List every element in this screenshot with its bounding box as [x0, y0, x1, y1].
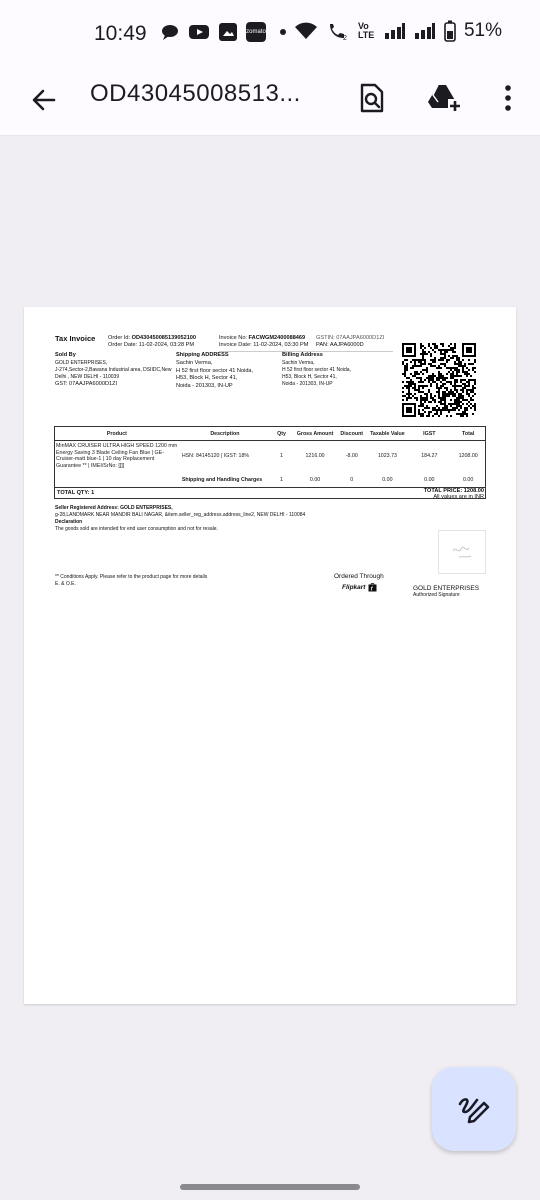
item-product: MinMAX CRUISER ULTRA HIGH SPEED 1200 mm Energy Saving 3 Blade Ceiling Fan Blue | GE-Cruiser-matt blue-1 | 10 day Replacement Guarantee ** | IMEI/SrNo: [[]] [56, 443, 178, 469]
col-discount: Discount [337, 427, 366, 441]
notification-icons [160, 22, 286, 42]
seller-registered [55, 505, 305, 533]
order-date: Order Date: 11-02-2024, 03:28 PM [108, 342, 195, 348]
shipping-taxable: 0.00 [382, 477, 393, 483]
seller-registered-line-2: g-28,LANDMARK NEAR MANDIR BALI NAGAR, &item.seller_reg_address.address_line2, NEW DELHI - 110084 [55, 512, 306, 518]
values-note: All values are in INR [433, 494, 484, 500]
gesture-nav-handle[interactable] [180, 1184, 360, 1190]
flipkart-logo [342, 583, 377, 592]
sold-by-line: GOLD ENTERPRISES, [55, 360, 108, 366]
save-to-drive-button[interactable] [422, 76, 466, 120]
back-button[interactable] [24, 80, 64, 120]
col-gross: Gross Amount [293, 427, 337, 441]
item-qty: 1 [280, 453, 283, 459]
item-igst: 184.27 [421, 453, 438, 459]
system-icons [294, 20, 502, 42]
shipping-description: Shipping and Handling Charges [181, 477, 263, 483]
wifi-calling-icon [326, 21, 350, 41]
status-bar [0, 0, 540, 68]
invoice-date: Invoice Date: 11-02-2024, 03:30 PM [219, 342, 309, 348]
sold-by-address [55, 360, 171, 381]
volte-icon: Vo LTE [357, 21, 375, 40]
item-gross: 1216.00 [305, 453, 325, 459]
svg-text:2: 2 [342, 35, 347, 41]
app-bar [0, 68, 540, 136]
photos-icon [218, 22, 238, 42]
youtube-icon [188, 22, 210, 42]
order-id: OD430450085139052100 [131, 335, 197, 341]
signatory-name: GOLD ENTERPRISES [413, 585, 480, 592]
sold-by-label: Sold By [55, 352, 76, 358]
shipping-line: Sachin Verma, [176, 360, 213, 366]
signal-2-icon [414, 21, 436, 41]
billing-line: Noida - 201303, IN-UP [282, 381, 333, 387]
col-taxable: Taxable Value [366, 427, 408, 441]
flipkart-wordmark: Flipkart [342, 584, 366, 591]
invoice-no-label: Invoice No: [219, 335, 247, 341]
shipping-gross: 0.00 [309, 477, 321, 483]
order-id-label: Order Id: [108, 335, 131, 341]
eoe-text: E. & O.E. [55, 581, 76, 587]
shipping-igst: 0.00 [424, 477, 435, 483]
shipping-total: 0.00 [462, 477, 474, 483]
total-price: TOTAL PRICE: 1208.00 [423, 488, 484, 494]
item-taxable: 1023.73 [377, 453, 397, 459]
qr-code [402, 343, 476, 417]
shipping-qty: 1 [280, 477, 283, 483]
find-in-page-icon [358, 83, 386, 113]
signal-1-icon [384, 21, 406, 41]
signatory-role: Authorized Signature [413, 592, 460, 598]
seller-registered-line: Seller Registered Address: GOLD ENTERPRISES, [55, 505, 173, 511]
billing-label: Billing Address [282, 352, 323, 358]
conditions-note [55, 574, 207, 588]
signature-image [438, 530, 486, 574]
table-header-row [54, 427, 486, 441]
shipping-line: H 52 first floor sector 41 Noida, [176, 367, 254, 374]
pan: PAN: AAJPA6000D [316, 342, 364, 348]
items-table [54, 426, 486, 489]
battery-percent: 51% [463, 20, 502, 41]
billing-address [282, 360, 351, 388]
item-discount: -8.00 [345, 453, 358, 459]
arrow-back-icon [30, 86, 58, 114]
more-notifications-dot [280, 29, 286, 35]
billing-line: Sachin Verma, [282, 360, 315, 366]
invoice-page [24, 307, 516, 1004]
col-qty: Qty [270, 427, 293, 441]
conditions-text: ** Conditions Apply. Please refer to the product page for more details [55, 574, 208, 580]
shipping-line: H53, Block H, Sector 41, [176, 375, 238, 381]
item-description: HSN: 84145120 | IGST: 18% [181, 453, 250, 459]
zomato-icon: zomato [246, 22, 266, 42]
sold-by-line: J-274,Sector-2,Bawana Industrial area, DSIIDC,New [55, 367, 172, 373]
document-title: OD43045008513... [90, 80, 301, 107]
gstin: GSTIN: 07AAJPA6000D1ZI [316, 335, 385, 341]
flipkart-bag-icon [368, 583, 377, 592]
shipping-address [176, 360, 253, 390]
more-options-button[interactable] [486, 76, 530, 120]
ordered-through: Ordered Through [334, 573, 384, 580]
shipping-label: Shipping ADDRESS [176, 352, 229, 358]
col-igst: IGST [408, 427, 450, 441]
shipping-discount: 0 [350, 477, 354, 483]
sold-by-line: Delhi , NEW DELHI - 110039 [55, 374, 120, 380]
invoice-no: FACWGM2400088469 [248, 335, 306, 341]
col-product: Product [54, 427, 180, 441]
status-time: 10:49 [94, 22, 147, 45]
col-total: Total [450, 427, 486, 441]
battery-icon [444, 20, 456, 42]
item-total: 1208.00 [458, 453, 478, 459]
declaration-label: Declaration [55, 519, 83, 525]
signature-scribble [439, 531, 485, 573]
annotate-button[interactable] [432, 1067, 516, 1151]
svg-text:f: f [371, 586, 373, 592]
shipping-line: Noida - 201303, IN-UP [176, 382, 233, 389]
wifi-icon [294, 21, 318, 41]
more-vert-icon [504, 84, 512, 112]
draw-pen-icon [457, 1092, 491, 1126]
search-document-button[interactable] [350, 76, 394, 120]
billing-line: H 52 first floor sector 41 Noida, [282, 367, 351, 373]
chat-icon [160, 22, 180, 42]
sold-by-gst: GST: 07AAJPA6000D1ZI [55, 381, 118, 387]
billing-line: H53, Block H, Sector 41, [282, 374, 337, 380]
add-to-drive-icon [426, 83, 462, 113]
col-description: Description [180, 427, 270, 441]
total-qty: TOTAL QTY: 1 [57, 490, 95, 496]
invoice-heading: Tax Invoice [55, 334, 96, 343]
table-row [54, 441, 486, 472]
declaration-text: The goods sold are intended for end user consumption and not for resale. [55, 526, 218, 532]
table-total-divider [54, 487, 486, 488]
